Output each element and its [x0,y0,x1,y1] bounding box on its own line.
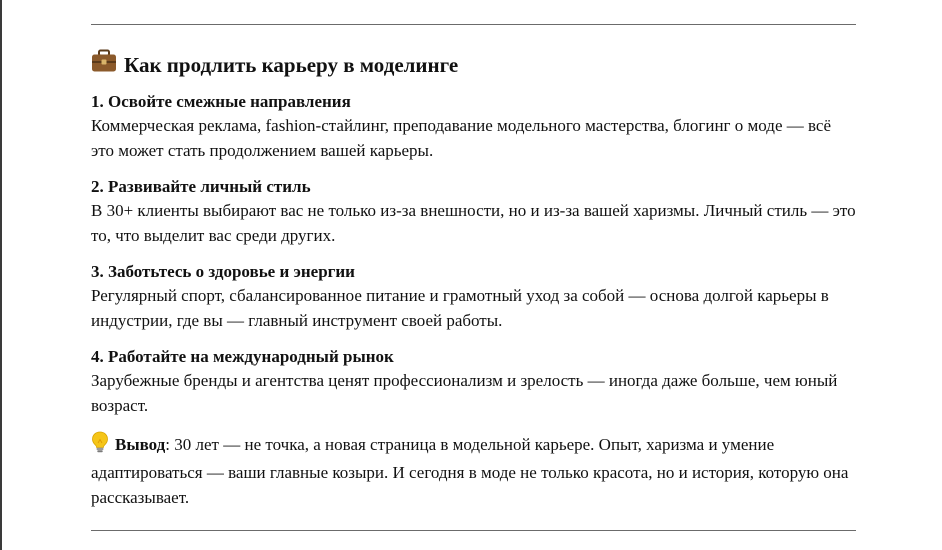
item-text: Регулярный спорт, сбалансированное питание и грамотный уход за собой — основа долгой карьеры в индустрии, где вы — главный инструмент своей работы. [91,286,829,330]
list-item [91,176,856,248]
list-item [91,261,856,333]
bottom-divider [91,530,856,531]
item-text: В 30+ клиенты выбирают вас не только из-за внешности, но и из-за вашей харизмы. Личный стиль — это то, что выделит вас среди других. [91,201,856,245]
item-text: Коммерческая реклама, fashion-стайлинг, преподавание модельного мастерства, блогинг о моде — всё это может стать продолжением вашей карьеры. [91,116,832,160]
section-title [91,49,856,80]
item-heading: 4. Работайте на международный рынок [91,347,394,366]
conclusion-separator: : [165,435,175,454]
top-divider [91,24,856,25]
item-heading: 3. Заботьтесь о здоровье и энергии [91,262,355,281]
item-text: Зарубежные бренды и агентства ценят профессионализм и зрелость — иногда даже больше, чем юный возраст. [91,371,838,415]
list-item [91,346,856,418]
conclusion-label: Вывод [115,435,166,454]
left-border [0,0,2,550]
article-section [91,24,856,531]
conclusion [91,431,856,510]
list-item [91,91,856,163]
item-heading: 1. Освойте смежные направления [91,92,351,111]
conclusion-text: 30 лет — не точка, а новая страница в модельной карьере. Опыт, харизма и умение адаптироваться — ваши главные козыри. И сегодня в моде не только красота, но и история, которую она рассказывает. [91,435,849,507]
lightbulb-icon [91,431,109,460]
briefcase-icon [91,49,117,80]
section-title-text: Как продлить карьеру в моделинге [124,52,459,77]
item-heading: 2. Развивайте личный стиль [91,177,311,196]
